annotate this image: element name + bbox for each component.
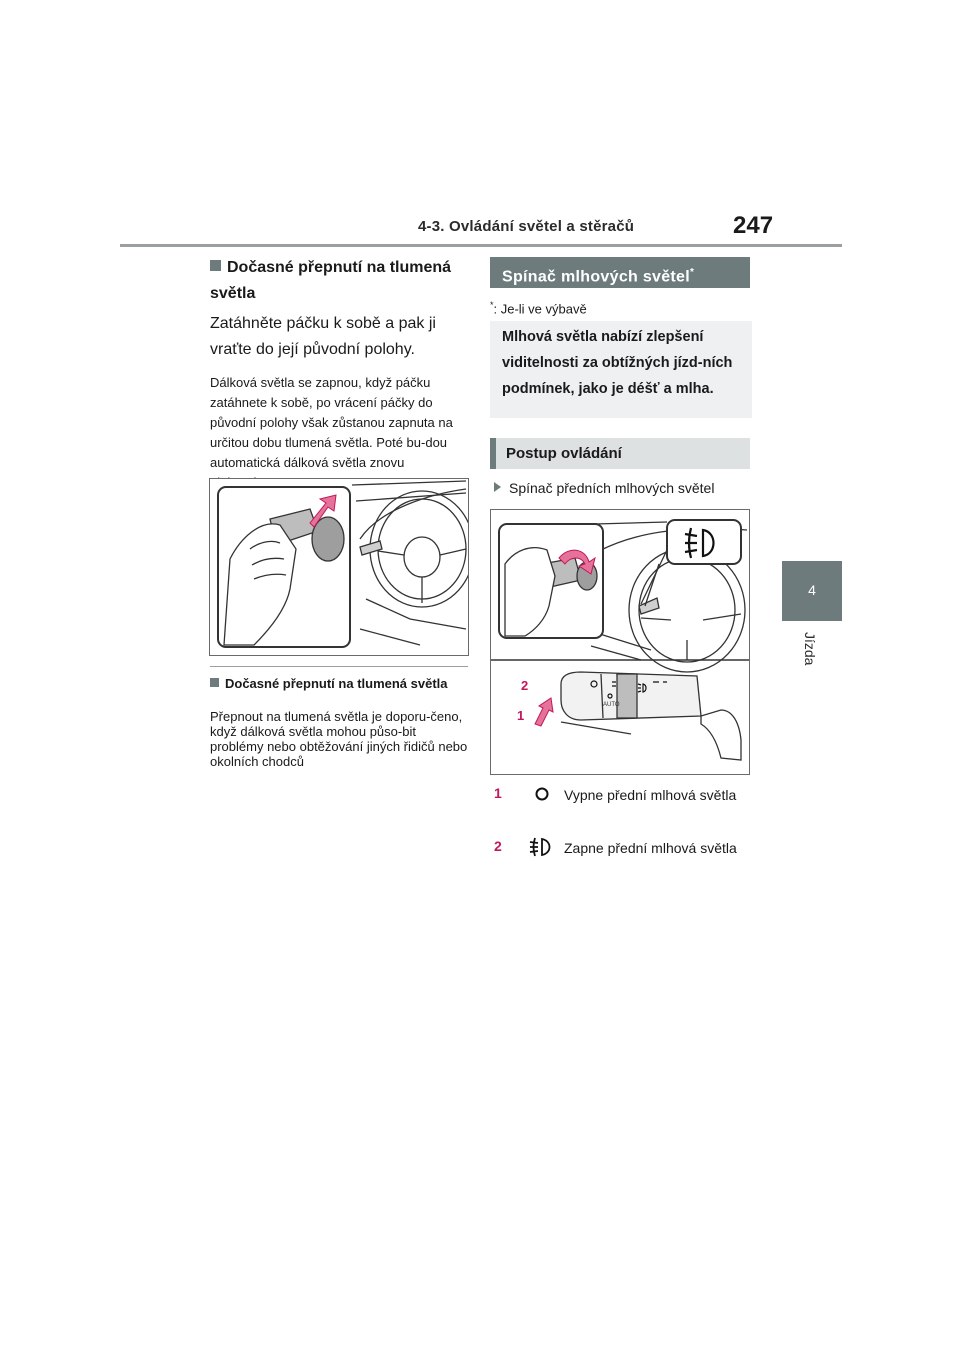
note-description: Přepnout na tlumená světla je doporu-čeno, když dálková světla mohou půso-bit problémy nebo obtěžování jiných řidičů nebo okolních chodců	[210, 709, 468, 769]
figure-fog-switch	[490, 509, 750, 775]
fog-switch-illustration	[491, 510, 749, 774]
note-text: : Je-li ve výbavě	[493, 301, 587, 317]
chapter-title: Jízda	[802, 632, 818, 666]
square-bullet-icon	[210, 678, 219, 687]
lever-pull-illustration	[210, 479, 468, 655]
section-bar-title: Spínač mlhových světel	[502, 268, 691, 286]
figure-label-2: 2	[521, 678, 529, 693]
triangle-bullet-icon	[494, 482, 501, 492]
equipment-note	[490, 300, 587, 316]
item-text: Zapne přední mlhová světla	[564, 840, 737, 856]
description: Dálková světla se zapnou, když páčku zatáhnete k sobě, po vrácení páčky do původní polohy však zůstanou zapnuta na určitou dobu tlumená světla. Poté bu-dou automatická dálková světla znovu	[210, 375, 453, 470]
note-mark: *	[490, 300, 494, 310]
figure-label-1: 1	[517, 708, 525, 723]
subsection-bar: Postup ovládání	[490, 438, 750, 469]
intro-box: Mlhová světla nabízí zlepšení viditelnosti za obtížných jízd-ních podmínek, jako je déšť a mlha.	[490, 321, 752, 418]
heading-text: Dočasné přepnutí na tlumená světla	[225, 676, 448, 691]
header-rule	[120, 244, 842, 247]
heading-text: Dočasné přepnutí na tlumená světla	[210, 259, 452, 302]
section-bar-fog-switch	[490, 257, 750, 288]
auto-label: AUTO	[603, 702, 620, 708]
heading-temporary-low-beam-note	[210, 676, 472, 691]
square-bullet-icon	[210, 260, 221, 271]
bullet-front-fog-switch	[494, 479, 714, 497]
instruction: Zatáhněte páčku k sobě a pak ji vraťte do její původní polohy.	[210, 315, 436, 358]
section-bar-mark: *	[690, 267, 695, 278]
divider	[210, 666, 468, 667]
chapter-title-vertical	[796, 628, 826, 678]
bullet-text: Spínač předních mlhových světel	[509, 480, 715, 496]
item-number: 2	[494, 838, 502, 854]
section-title: 4-3. Ovládání světel a stěračů	[418, 218, 635, 235]
chapter-number: 4	[808, 582, 816, 598]
figure-lever-pull	[209, 478, 469, 656]
heading-temporary-low-beam	[210, 255, 472, 307]
item-number: 1	[494, 785, 502, 801]
item-text: Vypne přední mlhová světla	[564, 787, 737, 803]
page-number: 247	[733, 212, 774, 239]
